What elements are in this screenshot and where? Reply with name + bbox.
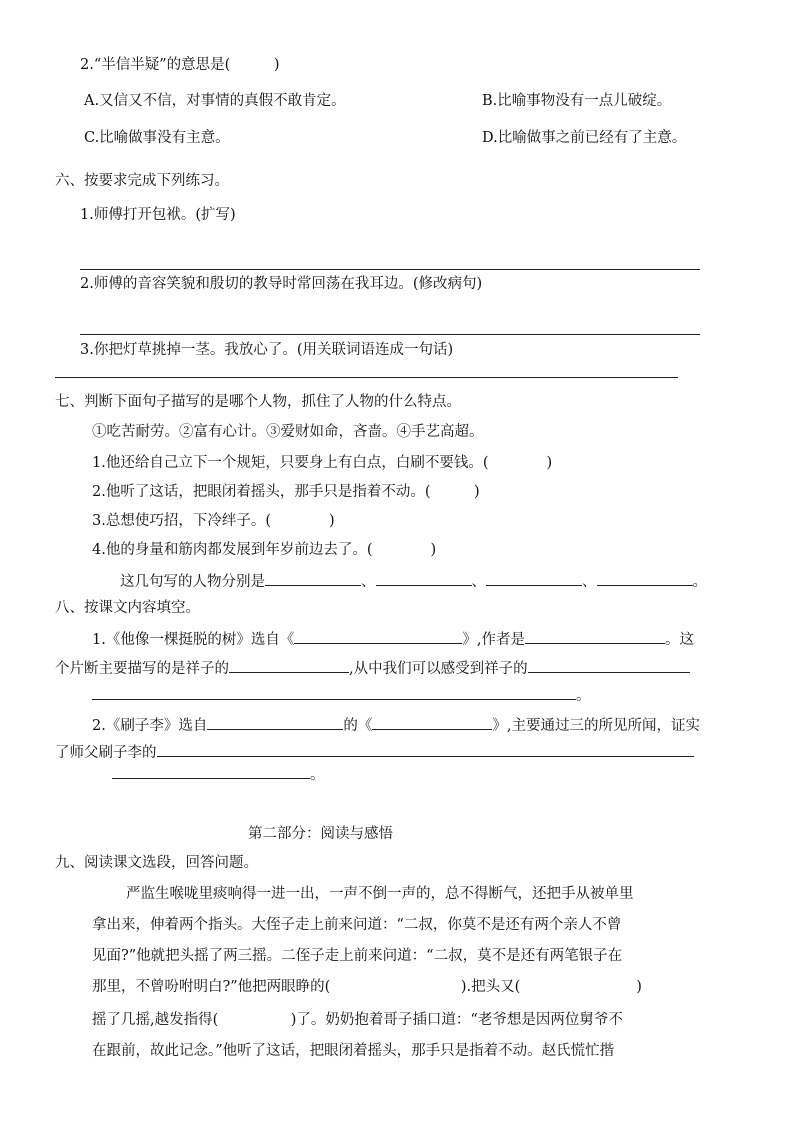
s7-blank-3[interactable]: [486, 570, 582, 586]
s8-i1-text-e: ,从中我们可以感受到祥子的: [349, 661, 528, 677]
section-8-heading: 八、按课文内容填空。: [55, 600, 200, 616]
s8-item-1-line-1: [92, 628, 694, 650]
s8-i1-blank-source[interactable]: [294, 628, 462, 644]
q5-2-option-c: C.比喻做事没有主意。: [84, 130, 230, 146]
s7-blank-1[interactable]: [265, 570, 361, 586]
s6-item-1: 1.师傅打开包袱。(扩写): [80, 207, 236, 223]
s7-sep-3: 、: [582, 574, 597, 590]
s9-passage-line-2: 拿出来，伸着两个指头。大侄子走上前来问道：“二叔，你莫不是还有两个亲人不曾: [92, 917, 622, 933]
s6-item-3: 3.你把灯草挑掉一茎。我放心了。(用关联词语连成一句话): [80, 342, 454, 358]
s7-options: ①吃苦耐劳。②富有心计。③爱财如命，吝啬。④手艺高超。: [92, 424, 484, 440]
s8-i2-blank-source[interactable]: [372, 714, 492, 730]
s7-blank-4[interactable]: [597, 570, 693, 586]
q5-2-stem: 2.“半信半疑”的意思是( ): [80, 57, 280, 73]
s8-i2-text-a: 2.《刷子李》选自: [92, 718, 208, 734]
s8-i2-blank-author[interactable]: [207, 714, 343, 730]
q5-2-option-d: D.比喻做事之前已经有了主意。: [482, 130, 687, 146]
s8-i1-blank-author[interactable]: [525, 628, 665, 644]
section-6-heading: 六、按要求完成下列练习。: [55, 173, 229, 189]
s9-passage-line-6: 在跟前，故此记念。”他听了这话，把眼闭着摇头，那手只是指着不动。赵氏慌忙揩: [92, 1043, 615, 1059]
s8-item-2-line-2: [55, 741, 694, 763]
section-7-heading: 七、判断下面句子描写的是哪个人物，抓住了人物的什么特点。: [55, 394, 461, 410]
s7-sep-2: 、: [471, 574, 486, 590]
section-9-heading: 九、阅读课文选段，回答问题。: [55, 855, 258, 871]
s8-i1-blank-feature[interactable]: [229, 657, 349, 673]
s8-i2-text-c: 》,主要通过三的所见所闻，证实: [492, 718, 700, 734]
s9-passage-line-1: 严监生喉咙里痰响得一进一出，一声不倒一声的，总不得断气，还把手从被单里: [126, 886, 634, 902]
q5-2-option-b: B.比喻事物没有一点儿破绽。: [482, 93, 672, 109]
s8-i1-text-b: 》,作者是: [462, 632, 525, 648]
s8-i2-blank-skill-b[interactable]: [112, 763, 310, 779]
s8-i2-text-d: 了师父刷子李的: [55, 745, 157, 761]
s6-item-1-answer-line[interactable]: [80, 269, 700, 270]
s9-passage-line-3: 见面?”他就把头摇了两三摇。二侄子走上前来问道：“二叔，莫不是还有两笔银子在: [92, 948, 623, 964]
s8-i1-text-d: 个片断主要描写的是祥子的: [55, 661, 229, 677]
s8-i2-blank-skill-a[interactable]: [157, 741, 694, 757]
s6-item-2-answer-line[interactable]: [80, 334, 700, 335]
s8-item-1-line-2: [55, 657, 690, 679]
s7-item-2: 2.他听了这话，把眼闭着摇头，那手只是指着不动。( ): [92, 484, 480, 500]
s9-passage-line-4: 那里，不曾吩咐明白?”他把两眼睁的( ).把头又( ): [92, 979, 642, 995]
s8-i2-text-e: 。: [310, 767, 325, 783]
s8-item-2-line-3: [112, 763, 325, 785]
s7-summary: [120, 570, 707, 592]
s8-i1-text-c: 。这: [664, 632, 694, 648]
s7-summary-lead: 这几句写的人物分别是: [120, 574, 265, 590]
s8-i1-blank-feeling-b[interactable]: [92, 684, 576, 700]
q5-2-option-a: A.又信又不信，对事情的真假不敢肯定。: [84, 93, 346, 109]
s8-i2-text-b: 的《: [343, 718, 373, 734]
s8-i1-text-a: 1.《他像一棵挺脱的树》选自《: [92, 632, 295, 648]
s7-item-3: 3.总想使巧招，下冷绊子。( ): [92, 513, 335, 529]
s7-item-4: 4.他的身量和筋肉都发展到年岁前边去了。( ): [92, 542, 437, 558]
part-2-title: 第二部分：阅读与感悟: [248, 826, 393, 842]
s6-item-3-answer-line[interactable]: [55, 377, 678, 378]
s7-end: 。: [692, 574, 707, 590]
s7-blank-2[interactable]: [376, 570, 472, 586]
s6-item-2: 2.师傅的音容笑貌和殷切的教导时常回荡在我耳边。(修改病句): [80, 276, 483, 292]
s8-i1-text-f: 。: [576, 688, 591, 704]
s9-passage-line-5: 摇了几摇,越发指得( )了。奶奶抱着哥子插口道：“老爷想是因两位舅爷不: [92, 1012, 623, 1028]
s8-i1-blank-feeling-a[interactable]: [528, 657, 690, 673]
s7-sep-1: 、: [361, 574, 376, 590]
s7-item-1: 1.他还给自己立下一个规矩，只要身上有白点，白刷不要钱。( ): [92, 455, 553, 471]
s8-item-1-line-3: [92, 684, 591, 706]
s8-item-2-line-1: [92, 714, 700, 736]
